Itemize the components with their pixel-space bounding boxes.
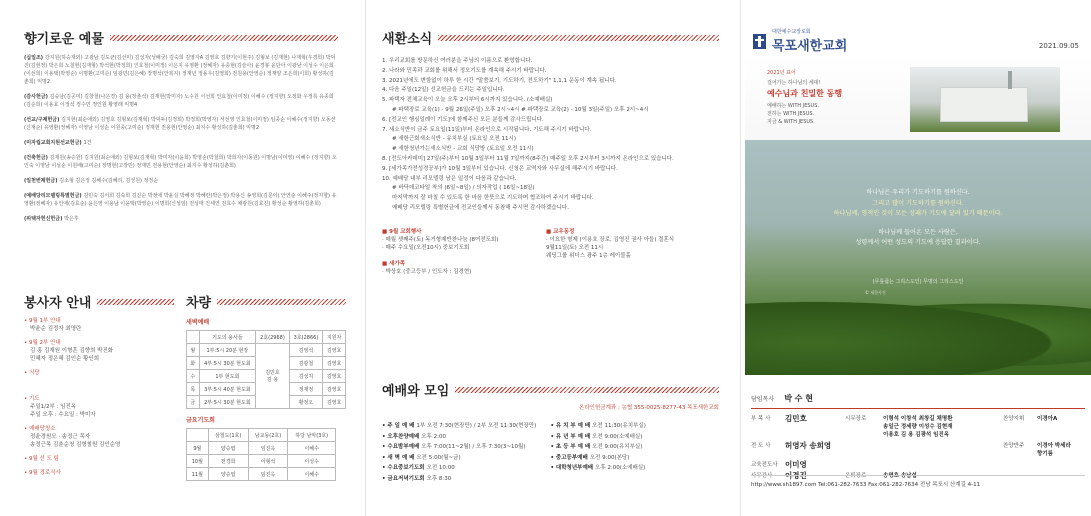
worship-name: • 초 등 부 예 배 bbox=[550, 444, 593, 450]
table-cell: 11월 bbox=[187, 468, 209, 481]
friday-vehicle-table bbox=[186, 428, 336, 481]
table-header-cell: 하당 남악(3호) bbox=[288, 429, 336, 442]
news-item: 4. 다음 주일(12일) 선교헌금을 드리는 주일입니다. bbox=[382, 87, 505, 94]
offering-group bbox=[24, 139, 338, 147]
worship-row bbox=[551, 421, 720, 432]
table-header-cell: 지원자 bbox=[323, 331, 346, 344]
staff-role: 전 도 사 bbox=[751, 443, 771, 449]
table-header-cell bbox=[187, 331, 200, 344]
worship-grid bbox=[382, 421, 719, 484]
table-cell: 황정오 bbox=[289, 396, 322, 409]
table-cell: 2부:5시 30분 현도회 bbox=[199, 396, 256, 409]
verse-line: 하나님께 들어온 모든 사람은, bbox=[878, 228, 958, 236]
table-header-cell bbox=[187, 429, 209, 442]
verse-line: 하나님께, 영적인 것이 모든 성패가 기도에 달려 있기 때문이다. bbox=[833, 210, 1003, 217]
worship-row bbox=[551, 453, 720, 464]
table-cell: 3부:5시 40분 현도회 bbox=[199, 383, 256, 396]
offering-group bbox=[24, 177, 338, 185]
offering-group bbox=[24, 215, 338, 223]
title-decoration bbox=[97, 299, 174, 305]
dawn-vehicle-table bbox=[186, 330, 346, 409]
church-logo-icon bbox=[753, 34, 766, 49]
event-line: · 매월 셋째주(토) 독거형제반찬나눔 (8여전도회) bbox=[382, 236, 499, 243]
table-cell: 월 bbox=[187, 344, 200, 357]
table-cell: 1부 현도회 bbox=[199, 370, 256, 383]
offering-names: 김지현(최순애외) 김영호 김형보(김재혁) 박덕두(김정희) 박정희(박영자) 서선영 인효철(이미정) 임종순 이혜수(정지향) 오동선(신재순) 유영환(정혜자) 이영남 이성순 이원종(고미순) 정재현 전용현(안영순) 최지수 황성하(김춘희) 익명2 bbox=[24, 117, 336, 131]
table-cell: 양승엽 bbox=[208, 442, 248, 455]
volunteer-heading: • 예배당청소 bbox=[24, 426, 56, 432]
news-title: 새환소식 bbox=[382, 32, 433, 47]
worship-time: 오전 5:00(월~금) bbox=[416, 454, 461, 461]
staff-row bbox=[751, 461, 1085, 469]
table-cell: 김성지 bbox=[289, 370, 322, 383]
worship-time: 1부 오전 7:30(현장만) / 2부 오전 11:30(현장만) bbox=[416, 423, 537, 429]
worship-time: 오전 9:00(본당) bbox=[589, 454, 630, 461]
table-cell: 정재정 bbox=[289, 383, 322, 396]
table-cell: 김광철 bbox=[289, 357, 322, 370]
volunteer-heading: • 9월 선 도 팀 bbox=[24, 456, 59, 462]
offering-names: 강지원(하승재외) 고광남 김도균(김선미) 김성자(성배궁) 김숙희 김영자A 김영호 김향기(이현주) 김형보 (김재현) 나재혁(우경희) 박덕진(김현정) 박은희 노칠현(김재형) 박석현(박정희) 인효철(이미정) 이은지 유영환 (정혜자) 유종현(김슬아) 윤경봉 윤단아 이광남 이성수 이은희(이선희) 이용택(박영순) 이명환(고미순) 임광민(김은혜) 장명석(안복지) 정재년 정용우(김영희) 전원용(안영순) 정재양 조은희(이희) 황성하(김춘희) 익명2 bbox=[24, 55, 336, 85]
friday-vehicle-title: 금요기도회 bbox=[186, 417, 215, 424]
vehicles-section bbox=[186, 292, 346, 481]
pastor-name: 박 수 현 bbox=[784, 394, 813, 403]
table-cell: 화 bbox=[187, 357, 200, 370]
offering-label: (일천번제헌금) bbox=[24, 178, 60, 184]
offering-names: 김숭남(김공미) 김창철(나은경) 김 용(장춘석) 김재현(박미자) 노수원 서선희 인효철(이미정) 이혜수 (정지향) 오정화 우정록 유종희(김순희) 이용호 이정석 정수민 정인원 황영래 익명4 bbox=[24, 94, 334, 108]
offering-label: (선교/구제헌금) bbox=[24, 117, 62, 123]
worship-row bbox=[551, 432, 720, 443]
table-cell: 김영석 bbox=[289, 344, 322, 357]
event-line: 9월11일(토) 오전 11시 bbox=[546, 244, 604, 251]
worship-row bbox=[382, 453, 551, 464]
offering-group bbox=[24, 54, 338, 86]
worship-row bbox=[382, 421, 551, 432]
online-account: 온라인헌금계좌 : 농협 355-0025-8277-43 목포새한교회 bbox=[579, 405, 719, 411]
table-header-cell: 삼철도(1호) bbox=[208, 429, 248, 442]
worship-name: • 유 년 부 예 배 bbox=[550, 433, 593, 440]
offering-names: 1건 bbox=[83, 140, 92, 146]
staff-row bbox=[751, 442, 1085, 458]
worship-name: • 대학청년부예배 bbox=[550, 465, 596, 471]
staff-role: 은퇴장로 bbox=[845, 473, 867, 479]
offering-label: (미자립교회지원선교헌금) bbox=[24, 140, 84, 146]
staff-name: 이미영 bbox=[785, 460, 807, 469]
middle-panel bbox=[370, 0, 735, 516]
staff-name: 이경아A bbox=[1037, 416, 1058, 422]
vehicles-title: 차량 bbox=[186, 296, 212, 311]
theme-main: 예수님과 친밀한 동행 bbox=[767, 89, 843, 98]
newcomer-head: ■ 새가족 bbox=[382, 260, 406, 267]
offering-label: (건축헌금) bbox=[24, 155, 50, 161]
worship-name: • 금요저녁기도회 bbox=[382, 475, 427, 482]
theme-block bbox=[767, 69, 842, 126]
offering-group bbox=[24, 192, 338, 208]
news-item: 5. 파택자 전체교육이 오늘 오후 2시부터 6시까지 있습니다. (소예배실) bbox=[382, 97, 553, 104]
staff-name: 송영호 송남섭 bbox=[883, 473, 917, 479]
condolence-head: ■ 교우동정 bbox=[546, 228, 575, 235]
verse-source: (무릎꿇는 그리스도인) 무명의 그리스도인 bbox=[872, 279, 964, 285]
table-cell: 금 bbox=[187, 396, 200, 409]
table-cell: 김영호 bbox=[323, 357, 346, 370]
volunteer-names: 박윤순 김정자 최영란 bbox=[30, 326, 82, 332]
news-item: 6. [전교인 행심일례이 기도]에 함께주신 모든 분들께 감사드립니다. bbox=[382, 116, 544, 123]
church-name: 목포새한교회 bbox=[772, 39, 848, 54]
news-item: 예배당 리모델링 특별헌금에 전교인들께서 동참해 주시면 감사하겠습니다. bbox=[392, 204, 569, 211]
worship-section bbox=[382, 380, 719, 484]
staff-role: 찬양지휘 bbox=[1003, 416, 1025, 422]
worship-time: 오전 11:30(유치부실) bbox=[592, 423, 646, 429]
news-item: 마지막까지 잘 마칠 수 있도록 한 마음 한뜻으로 기도하며 협조하여 주시기 바랍니다. bbox=[392, 195, 594, 202]
offering-names: 김재원(송승원) 김지원(최순애외) 김형보(김재혁) 박미자(이윤희) 박영순(박철희) 박희자(이동원) 이명남(이미영) 이혜수 (정지향) 오인숙 이영남 이성순 이원배(고미순) 장명현(고장민) 정재민 전용현(안영순) 최지수 황성하(김춘희) bbox=[24, 155, 337, 169]
worship-title: 예배와 모임 bbox=[382, 384, 450, 399]
events-row bbox=[382, 228, 719, 276]
staff-name: 허영자 송희영 bbox=[785, 441, 832, 450]
staff-name: 이경진 bbox=[785, 471, 807, 480]
worship-name: • 유 치 부 예 배 bbox=[550, 423, 593, 429]
worship-name: • 오후찬양예배 bbox=[382, 433, 422, 440]
volunteer-list bbox=[24, 317, 174, 477]
offering-group bbox=[24, 154, 338, 170]
offering-label: (십일조) bbox=[24, 55, 45, 61]
volunteer-names: 김 홍 김재원 이형흔 김향희 박진화 bbox=[30, 348, 114, 354]
volunteer-heading: • 9월 2부 안내 bbox=[24, 340, 61, 346]
fold-line bbox=[740, 0, 741, 516]
denomination: 대한예수교장로회 bbox=[772, 29, 811, 35]
volunteers-section bbox=[24, 292, 174, 477]
church-header bbox=[753, 28, 847, 54]
staff-name: 이형석 이창석 최창길 채명환 송일근 정세량 이성수 김현재 이용호 김 용 김광석 임진옥 bbox=[883, 416, 953, 438]
table-cell: 이형석 bbox=[248, 455, 288, 468]
worship-row bbox=[551, 442, 720, 453]
table-cell: 9월 bbox=[187, 442, 209, 455]
table-row bbox=[187, 468, 336, 481]
offering-group bbox=[24, 93, 338, 109]
news-item: 1. 우리교회를 방문하신 여러분을 주님의 이름으로 환영합니다. bbox=[382, 58, 533, 64]
worship-name: • 주 일 예 배 bbox=[382, 423, 417, 429]
fold-line bbox=[365, 0, 366, 516]
news-item: 9. [세가족가전성경공부]가 10월 3일부터 있습니다. 신청은 교역자와 사무실에 해주시기 바랍니다. bbox=[382, 165, 618, 172]
worship-time: 오후 2:00(소예배실) bbox=[595, 465, 646, 471]
events-condolence bbox=[546, 228, 716, 276]
staff-role: 교육전도사 bbox=[751, 462, 778, 468]
church-contact-footer: http://www.sh1897.com Tel:061-282-7633 Fax:061-282-7634 전남 목포시 산계길 4-11 bbox=[751, 475, 1085, 488]
worship-name: • 새 벽 예 배 bbox=[382, 454, 417, 461]
event-line: 웨딩그룹 위더스 광주 1층 레이블홀 bbox=[546, 252, 631, 259]
volunteer-heading: • 9월 1부 안내 bbox=[24, 318, 61, 324]
table-cell: 김영호 bbox=[323, 396, 346, 409]
worship-time: 오후 8:30 bbox=[426, 475, 452, 482]
title-decoration bbox=[455, 387, 719, 393]
table-header-cell: 3호(2866) bbox=[289, 331, 322, 344]
verse-line: 성령께서 어떤 성도의 기도에 응답한 결과이다. bbox=[855, 239, 981, 246]
news-item: 3. 2021년에도 변함없이 하루 한 시간 "말씀보기, 기도하기, 전도하기" 1,1,1 운동이 계속 됩니다. bbox=[382, 77, 617, 84]
volunteer-names: 주일1/2부 : 임진옥 bbox=[30, 404, 77, 410]
worship-time: 오전 9:00(유치부실) bbox=[592, 444, 643, 450]
staff-name: 김민호 bbox=[785, 414, 807, 423]
staff-role: 시무장로 bbox=[845, 416, 867, 422]
table-cell: 이성수 bbox=[288, 455, 336, 468]
events-sept bbox=[382, 228, 532, 276]
worship-time: 오전 10:00 bbox=[426, 465, 455, 471]
pastor-label: 담임목사 bbox=[751, 396, 775, 403]
table-cell: 임진옥 bbox=[248, 442, 288, 455]
table-cell: 임진옥 bbox=[248, 468, 288, 481]
news-item: # 새한근회새소식반 - 유치부실 (토요일 오전 11시) bbox=[392, 136, 517, 143]
staff-role: 찬양반주 bbox=[1003, 443, 1025, 449]
worship-row bbox=[551, 463, 720, 474]
volunteer-heading: • 9월 경로식사 bbox=[24, 470, 61, 476]
cover-verse bbox=[745, 188, 1091, 249]
offering-names: 김민숙 김서희 김숙희 김진순 박정애 박윤실 박혜정 박혜란(박은정) 박용신 송영희(김문이) 안연순 이혜수(정지향) 유영환(정혜자) 유인애(김효순) 윤은영 이용남 이윤택(박영순) 이명희(신성임) 전성태 진세연 전효수 채광원(김효진) 황성순 황영하(김춘희) bbox=[24, 193, 337, 207]
offering-names: 김소형 김은정 김혜수(김혜리, 김성원) 정정순 bbox=[59, 178, 159, 184]
volunteer-heading: • 기도 bbox=[24, 396, 40, 402]
table-header-cell: 기도의 용사들 bbox=[199, 331, 256, 344]
table-cell: 목 bbox=[187, 383, 200, 396]
staff-row bbox=[751, 415, 1085, 439]
worship-row bbox=[382, 474, 551, 485]
staff-name: 이경아 박세라 향기름 bbox=[1037, 443, 1071, 457]
staff-list bbox=[751, 415, 1085, 480]
table-cell: 수 bbox=[187, 370, 200, 383]
theme-line: 예배하는 WITH JESUS. bbox=[767, 103, 819, 109]
dawn-vehicle-title: 새벽예배 bbox=[186, 319, 210, 326]
theme-line: 전하는 WITH JESUS. bbox=[767, 111, 815, 117]
offering-group bbox=[24, 116, 338, 132]
staff-role: 부 목 사 bbox=[751, 416, 771, 422]
title-decoration bbox=[110, 35, 338, 41]
volunteer-names: 정윤경원모 · 송정근 목자 bbox=[30, 434, 91, 440]
table-cell: 김영호 bbox=[323, 383, 346, 396]
worship-row bbox=[382, 463, 551, 474]
event-line: · 이요한 형제 (이용호 장로, 김영진 권사 아들) 결혼식 bbox=[546, 236, 675, 243]
table-header-cell: 2호(2968) bbox=[256, 331, 289, 344]
worship-name: • 수요밤부예배 bbox=[382, 444, 422, 450]
event-line: · 박상호 (중고등부 / 인도자 : 김경현) bbox=[382, 268, 472, 275]
left-panel bbox=[0, 0, 360, 516]
table-cell: 김민호 김 용 bbox=[256, 344, 289, 409]
table-cell: 이혜수 bbox=[288, 468, 336, 481]
title-decoration bbox=[438, 35, 719, 41]
table-cell: 10월 bbox=[187, 455, 209, 468]
table-cell: 김영호 bbox=[323, 370, 346, 383]
news-item: # 파택장로 교육(1) - 9월 26일(주일) 오후 2시~4시 # 파택장로 교육(2) - 10월 3일(주일) 오후 2시~4시 bbox=[392, 106, 649, 113]
leaves-foreground bbox=[745, 295, 1091, 375]
offering-label: (예배당리모델링특별헌금) bbox=[24, 193, 84, 199]
theme-line: 지금 & WITH JESUS. bbox=[767, 119, 815, 125]
news-item: 7. 새소식반이 금주 토요일(11일)부터 온라인으로 시작됩니다. 기도해 주시기 바랍니다. bbox=[382, 126, 592, 133]
news-section bbox=[382, 28, 719, 47]
worship-row bbox=[382, 442, 551, 453]
offering-names: 박은후 bbox=[64, 216, 79, 222]
bulletin-date: 2021.09.05 bbox=[1038, 42, 1079, 50]
table-cell: 4부:5시 30분 현도회 bbox=[199, 357, 256, 370]
news-item: # 바닥데코타일 착의 (6일~8일) / 의자작업 ( 16일~18일) bbox=[392, 185, 535, 192]
offerings-section bbox=[24, 28, 338, 47]
volunteer-names: 민혜자 정은혜 김인순 황인희 bbox=[30, 356, 100, 362]
offering-label: (감사헌금) bbox=[24, 94, 50, 100]
event-line: · 매주 수요일(오전10시) 중보기도회 bbox=[382, 244, 470, 251]
table-row bbox=[187, 455, 336, 468]
cover-panel bbox=[745, 0, 1091, 516]
table-cell: 1부:5시 20분 현장 bbox=[199, 344, 256, 357]
worship-time: 오후 2:00 bbox=[421, 433, 446, 440]
news-item: 8. [전도아카데미] 27일(주)부터 10월 3일부터 11월 7일까지(8주간) 매주일 오후 2시부터 3시까지 온라인으로 있습니다. bbox=[382, 155, 674, 162]
news-list bbox=[382, 57, 719, 214]
title-decoration bbox=[217, 299, 346, 305]
offering-list bbox=[24, 54, 338, 223]
table-row bbox=[187, 344, 346, 357]
volunteer-heading: • 식당 bbox=[24, 370, 40, 376]
table-header-cell: 남교동(2호) bbox=[248, 429, 288, 442]
staff-section bbox=[751, 393, 1085, 480]
verse-line: 하나님은 우리가 기도하기를 원하신다. bbox=[866, 189, 970, 196]
offering-label: (피택자헌신헌금) bbox=[24, 216, 65, 222]
worship-name: • 중고등부예배 bbox=[550, 454, 590, 461]
table-cell: 이혜수 bbox=[288, 442, 336, 455]
worship-name: • 수요중보기도회 bbox=[382, 465, 427, 471]
volunteer-names: 주일 오후 : 수요일 : 박미자 bbox=[30, 412, 96, 418]
church-building-image bbox=[910, 67, 1060, 132]
table-cell: 김영호 bbox=[323, 344, 346, 357]
volunteer-names: 송정근목 김춘순청 김형철원 김인순영 bbox=[30, 442, 121, 448]
staff-role: 사무간사 bbox=[751, 473, 773, 479]
offerings-title: 향기로운 예물 bbox=[24, 32, 104, 47]
photo-credit: © 새한사진 bbox=[865, 290, 886, 295]
table-cell: 전경희 bbox=[208, 455, 248, 468]
verse-line: 그리고 많이 기도하기를 원하신다. bbox=[872, 199, 964, 207]
cover-nature-photo bbox=[745, 140, 1091, 375]
table-row bbox=[187, 442, 336, 455]
table-cell: 양승엽 bbox=[208, 468, 248, 481]
worship-row bbox=[382, 432, 551, 443]
worship-time: 오전 9:00(소예배실) bbox=[592, 433, 643, 440]
news-item: 2. 나라와 민족과 교회를 위해서 정오기도를 계속해 주시기 바랍니다. bbox=[382, 67, 547, 74]
worship-time: 오후 7:00(11~2월) / 오후 7:30(3~10월) bbox=[421, 444, 526, 450]
volunteers-title: 봉사자 안내 bbox=[24, 296, 92, 311]
theme-year: 2021년 표어 bbox=[767, 70, 796, 76]
events-sept-head: ■ 9월 교회행사 bbox=[382, 228, 422, 235]
church-photo bbox=[745, 55, 1091, 140]
news-item: 10. 예배당 내부 리모델링 남은 일정이 다음과 같습니다. bbox=[382, 175, 517, 182]
theme-subtitle: 걸어가는 하나님의 세대! bbox=[767, 80, 821, 86]
news-item: # 새한청년가는새소식반 - 교회 식당방 (토요일 오전 11시) bbox=[392, 146, 534, 153]
